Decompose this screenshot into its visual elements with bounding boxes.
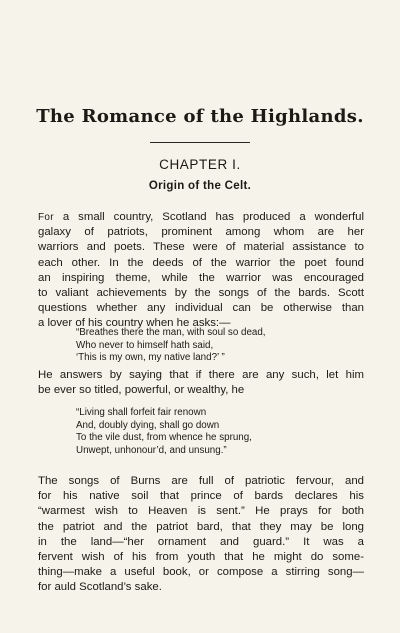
paragraph-line: The songs of Burns are full of patriotic fervour, and	[38, 475, 364, 487]
paragraph-3	[38, 474, 364, 596]
paragraph-line: each other. In the deeds of the warrior the poet found	[38, 256, 364, 269]
paragraph-line: a lover of his country when he asks:—	[38, 317, 231, 330]
verse-line: “Living shall forfeit fair renown	[76, 407, 207, 418]
paragraph-line: galaxy of patriots, prominent among whom are her	[38, 226, 364, 239]
paragraph-line: for his native soil that prince of bards declares his	[38, 490, 364, 503]
section-title: Origin of the Celt.	[148, 180, 252, 192]
paragraph-line: for auld Scotland’s sake.	[38, 581, 162, 594]
verse-line: Unwept, unhonour’d, and unsung.”	[76, 444, 227, 456]
paragraph-line: fervent wish of his from youth that he might do some-	[38, 551, 364, 564]
paragraph-line: For a small country, Scotland has produced a wonderful	[38, 211, 364, 223]
paragraph-2	[38, 368, 364, 398]
paragraph-line: questions whether any individual can be otherwise than	[38, 302, 364, 315]
paragraph-1	[38, 210, 364, 332]
paragraph-line: “warmest wish to Heaven is sent.” He prays for both	[38, 505, 364, 518]
verse-line: ‘This is my own, my native land?’ ”	[76, 352, 225, 364]
verse-quote-1	[76, 327, 376, 365]
small-caps-lead: For	[38, 212, 54, 223]
verse-line: Who never to himself hath said,	[76, 339, 214, 351]
verse-quote-2	[76, 407, 376, 457]
paragraph-line: warriors and poets. These were of material assistance to	[38, 241, 364, 254]
chapter-rule	[150, 142, 250, 143]
paragraph-line: the patriot and the patriot bard, that they may be long	[38, 520, 364, 533]
paragraph-line: He answers by saying that if there are any such, let him	[38, 369, 364, 381]
verse-line: “Breathes there the man, with soul so dead,	[76, 327, 266, 338]
paragraph-line: an inspiring theme, while the warrior was encouraged	[38, 271, 364, 284]
verse-line: And, doubly dying, shall go down	[76, 419, 220, 431]
paragraph-line: thing—make a useful book, or compose a stirring song—	[38, 566, 364, 579]
verse-line: To the vile dust, from whence he sprung,	[76, 432, 252, 444]
running-title: The Romance of the Highlands.	[36, 106, 364, 127]
chapter-heading: CHAPTER I.	[159, 157, 241, 172]
paragraph-line: be ever so titled, powerful, or wealthy, he	[38, 384, 245, 397]
paragraph-line: to valiant achievements by the songs of the bards. Scott	[38, 287, 364, 300]
paragraph-line: in the land—“her ornament and guard.” It was a	[38, 535, 364, 548]
